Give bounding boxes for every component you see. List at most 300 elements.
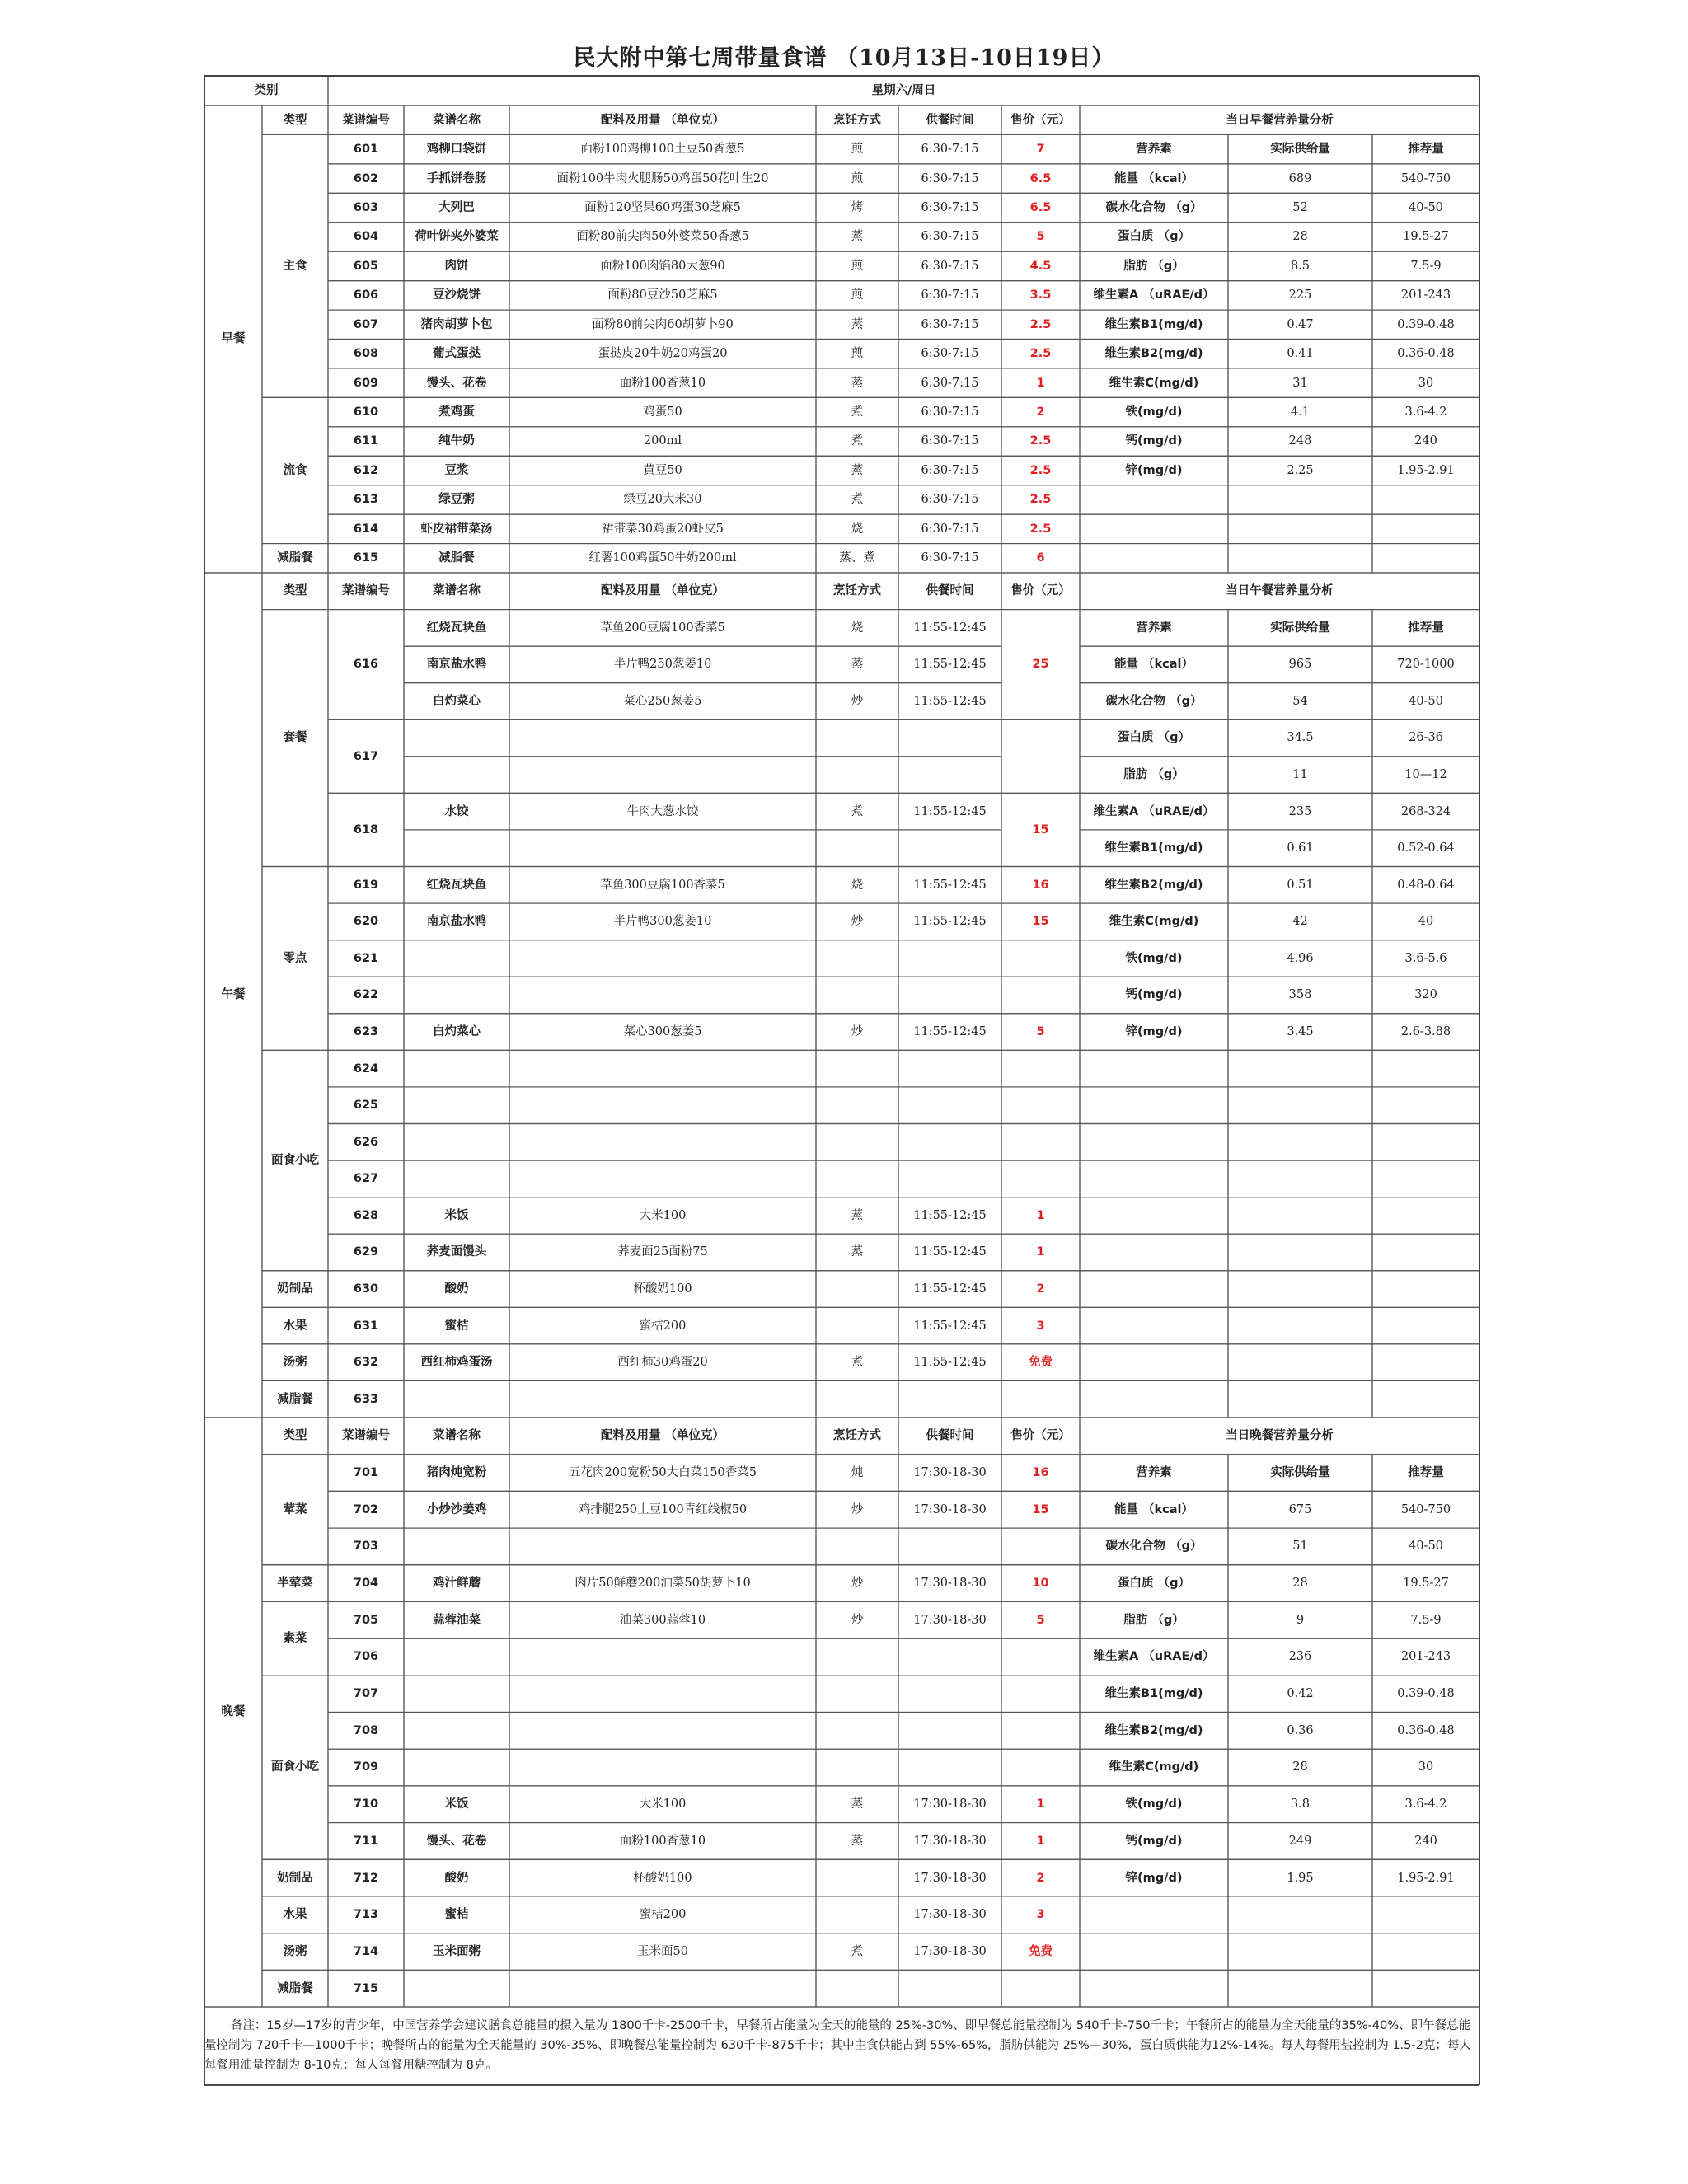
col-ingredients-header: 配料及用量 （单位克） bbox=[600, 584, 725, 598]
nutrient-name: 锌(mg/d) bbox=[1125, 1871, 1183, 1885]
dish-name: 减脂餐 bbox=[438, 551, 475, 565]
col-time-header: 供餐时间 bbox=[926, 1429, 974, 1443]
dish-ingredients: 面粉100肉馅80大葱90 bbox=[600, 259, 725, 273]
actual-header: 实际供给量 bbox=[1270, 621, 1330, 635]
serving-time: 6:30-7:15 bbox=[921, 171, 979, 185]
cooking-method: 煎 bbox=[851, 171, 864, 185]
serving-time: 17:30-18-30 bbox=[913, 1871, 987, 1885]
cooking-method bbox=[816, 1307, 898, 1344]
nutrient-actual: 236 bbox=[1288, 1650, 1312, 1664]
dish-ingredients: 面粉100香葱10 bbox=[619, 376, 706, 390]
dish-name: 鸡柳口袋饼 bbox=[426, 143, 487, 157]
cooking-method bbox=[816, 1713, 898, 1750]
serving-time: 11:55-12:45 bbox=[913, 658, 987, 672]
dish-name: 水饺 bbox=[444, 804, 469, 818]
dish-code: 714 bbox=[353, 1944, 379, 1958]
dish-name: 蒜蓉油菜 bbox=[433, 1613, 481, 1627]
dish-name: 猪肉胡萝卜包 bbox=[420, 317, 493, 331]
empty-cell bbox=[1372, 1160, 1479, 1197]
nutrient-actual: 8.5 bbox=[1290, 259, 1311, 273]
nutrient-name: 能量 （kcal） bbox=[1114, 1502, 1194, 1516]
dish-price: 5 bbox=[1036, 1025, 1045, 1038]
nutrient-name: 蛋白质 （g） bbox=[1118, 230, 1190, 244]
page-title: 民大附中第七周带量食谱 （10月13日-10日19日） bbox=[573, 45, 1115, 71]
nutrient-recommended: 0.39-0.48 bbox=[1397, 317, 1455, 331]
dish-ingredients: 蛋挞皮20牛奶20鸡蛋20 bbox=[598, 347, 728, 361]
cooking-method: 蒸 bbox=[851, 1834, 864, 1848]
dish-code: 620 bbox=[353, 915, 379, 929]
serving-time: 17:30-18-30 bbox=[913, 1797, 987, 1811]
nutrient-actual: 9 bbox=[1296, 1613, 1305, 1627]
dish-name: 白灼菜心 bbox=[433, 1025, 481, 1038]
cooking-method: 煮 bbox=[851, 804, 864, 818]
serving-time: 17:30-18-30 bbox=[913, 1944, 987, 1958]
nutrient-recommended: 201-243 bbox=[1400, 1650, 1451, 1664]
dish-ingredients bbox=[509, 1638, 816, 1675]
dish-name: 绿豆粥 bbox=[438, 493, 475, 507]
meal-label: 早餐 bbox=[221, 332, 246, 346]
nutrient-name: 维生素B1(mg/d) bbox=[1104, 841, 1203, 855]
dish-price: 7 bbox=[1036, 143, 1045, 157]
dish-name: 蜜桔 bbox=[444, 1319, 469, 1333]
dish-code: 603 bbox=[353, 200, 379, 214]
dish-ingredients: 面粉120坚果60鸡蛋30芝麻5 bbox=[584, 200, 741, 214]
serving-time bbox=[898, 940, 1001, 977]
dish-ingredients: 绿豆20大米30 bbox=[623, 493, 702, 507]
dish-price bbox=[1001, 1380, 1080, 1418]
dish-ingredients: 油菜300蒜蓉10 bbox=[619, 1613, 706, 1627]
dish-ingredients bbox=[509, 1675, 816, 1713]
dish-name: 白灼菜心 bbox=[433, 694, 481, 708]
dish-name: 红烧瓦块鱼 bbox=[426, 878, 487, 892]
nutrient-actual: 1.95 bbox=[1287, 1871, 1314, 1885]
serving-time bbox=[898, 1160, 1001, 1197]
dish-price: 2 bbox=[1036, 1282, 1045, 1296]
nutrient-header: 营养素 bbox=[1136, 143, 1172, 157]
cooking-method: 炒 bbox=[851, 694, 864, 708]
nutrient-actual: 31 bbox=[1292, 376, 1308, 390]
cooking-method bbox=[816, 1050, 898, 1087]
empty-cell bbox=[1372, 1896, 1479, 1933]
dish-ingredients bbox=[509, 1050, 816, 1087]
dish-ingredients: 五花肉200宽粉50大白菜150香菜5 bbox=[568, 1465, 757, 1479]
nutrient-actual: 2.25 bbox=[1287, 463, 1314, 477]
empty-cell bbox=[816, 757, 898, 794]
actual-header: 实际供给量 bbox=[1270, 1465, 1330, 1479]
empty-cell bbox=[1228, 1307, 1372, 1344]
group-type: 汤粥 bbox=[283, 1944, 307, 1958]
cooking-method bbox=[816, 1970, 898, 2007]
set-meal-price bbox=[1001, 719, 1080, 793]
col-code-header: 菜谱编号 bbox=[342, 1429, 390, 1443]
col-method-header: 烹饪方式 bbox=[833, 584, 881, 598]
dish-name bbox=[404, 1675, 509, 1713]
nutrient-name: 钙(mg/d) bbox=[1125, 1834, 1183, 1848]
serving-time: 6:30-7:15 bbox=[921, 551, 979, 565]
dish-name: 南京盐水鸭 bbox=[426, 915, 487, 929]
serving-time: 6:30-7:15 bbox=[921, 493, 979, 507]
serving-time: 11:55-12:45 bbox=[913, 1208, 987, 1222]
set-meal-code: 617 bbox=[353, 749, 379, 763]
nutrient-actual: 42 bbox=[1292, 915, 1308, 929]
nutrient-recommended: 0.48-0.64 bbox=[1397, 878, 1455, 892]
dish-price bbox=[1001, 1123, 1080, 1160]
empty-cell bbox=[404, 830, 509, 867]
dish-ingredients: 半片鸭300葱姜10 bbox=[613, 915, 712, 929]
dish-price: 6.5 bbox=[1029, 200, 1052, 214]
dish-price bbox=[1001, 940, 1080, 977]
nutrient-recommended: 26-36 bbox=[1409, 731, 1443, 745]
dish-ingredients: 杯酸奶100 bbox=[633, 1282, 692, 1296]
set-meal-price: 15 bbox=[1032, 823, 1049, 837]
dish-name: 手抓饼卷肠 bbox=[426, 171, 487, 185]
cooking-method: 蒸 bbox=[851, 1245, 864, 1259]
meal-label: 晚餐 bbox=[221, 1705, 246, 1719]
dish-ingredients bbox=[509, 1713, 816, 1750]
dish-name: 豆沙烧饼 bbox=[433, 288, 481, 302]
dish-price: 3 bbox=[1036, 1319, 1045, 1333]
empty-cell bbox=[1372, 1123, 1479, 1160]
serving-time: 6:30-7:15 bbox=[921, 230, 979, 244]
dish-price: 16 bbox=[1032, 1465, 1049, 1479]
col-price-header: 售价（元） bbox=[1010, 113, 1071, 127]
dish-price: 4.5 bbox=[1029, 259, 1052, 273]
empty-cell bbox=[1372, 1197, 1479, 1235]
nutrient-actual: 689 bbox=[1288, 171, 1312, 185]
nutrient-recommended: 3.6-4.2 bbox=[1404, 405, 1447, 419]
empty-cell bbox=[509, 830, 816, 867]
nutrient-actual: 248 bbox=[1288, 434, 1312, 448]
dish-code: 629 bbox=[353, 1245, 379, 1259]
col-ingredients-header: 配料及用量 （单位克） bbox=[600, 113, 725, 127]
dish-ingredients: 裙带菜30鸡蛋20虾皮5 bbox=[602, 522, 724, 536]
nutrient-name: 维生素C(mg/d) bbox=[1109, 915, 1199, 929]
dish-price: 3.5 bbox=[1029, 288, 1052, 302]
nutrient-actual: 3.8 bbox=[1290, 1797, 1311, 1811]
serving-time: 17:30-18-30 bbox=[913, 1834, 987, 1848]
serving-time: 11:55-12:45 bbox=[913, 1356, 987, 1370]
nutrient-name: 锌(mg/d) bbox=[1125, 463, 1183, 477]
nutrient-actual: 0.61 bbox=[1287, 841, 1314, 855]
cooking-method: 烧 bbox=[851, 522, 864, 536]
nutrient-recommended: 30 bbox=[1418, 376, 1434, 390]
serving-time bbox=[898, 1970, 1001, 2007]
dish-name: 蜜桔 bbox=[444, 1908, 469, 1922]
serving-time: 11:55-12:45 bbox=[913, 804, 987, 818]
dish-code: 615 bbox=[353, 551, 379, 565]
serving-time bbox=[898, 1123, 1001, 1160]
serving-time: 17:30-18-30 bbox=[913, 1465, 987, 1479]
empty-cell bbox=[1080, 1933, 1228, 1971]
dish-code: 708 bbox=[353, 1723, 379, 1737]
nutrient-recommended: 10—12 bbox=[1404, 768, 1447, 782]
empty-cell bbox=[1080, 1050, 1228, 1087]
dish-price bbox=[1001, 977, 1080, 1014]
dish-code: 621 bbox=[353, 951, 379, 965]
nutrient-recommended: 30 bbox=[1418, 1760, 1434, 1774]
cooking-method: 蒸 bbox=[851, 658, 864, 672]
dish-name bbox=[404, 1713, 509, 1750]
nutrient-recommended: 201-243 bbox=[1400, 288, 1451, 302]
cooking-method: 炒 bbox=[851, 1502, 864, 1516]
nutrient-name: 能量 （kcal） bbox=[1114, 171, 1194, 185]
nutrient-name: 能量 （kcal） bbox=[1114, 658, 1194, 672]
serving-time bbox=[898, 1713, 1001, 1750]
empty-cell bbox=[1080, 485, 1228, 514]
cooking-method bbox=[816, 1859, 898, 1896]
dish-code: 707 bbox=[353, 1687, 379, 1701]
dish-price bbox=[1001, 1087, 1080, 1124]
analysis-title: 当日早餐营养量分析 bbox=[1226, 113, 1334, 127]
cooking-method bbox=[816, 1160, 898, 1197]
dish-code: 605 bbox=[353, 259, 379, 273]
dish-code: 705 bbox=[353, 1613, 379, 1627]
dish-ingredients: 黄豆50 bbox=[643, 463, 682, 477]
dish-name bbox=[404, 1970, 509, 2007]
serving-time: 6:30-7:15 bbox=[921, 143, 979, 157]
nutrient-name: 维生素A （uRAE/d） bbox=[1093, 804, 1215, 818]
nutrient-name: 维生素B1(mg/d) bbox=[1104, 317, 1203, 331]
nutrient-recommended: 40-50 bbox=[1409, 1540, 1443, 1554]
cooking-method bbox=[816, 1271, 898, 1308]
cooking-method: 煎 bbox=[851, 143, 864, 157]
nutrient-name: 蛋白质 （g） bbox=[1118, 731, 1190, 745]
serving-time: 6:30-7:15 bbox=[921, 405, 979, 419]
nutrient-name: 铁(mg/d) bbox=[1125, 951, 1183, 965]
col-method-header: 烹饪方式 bbox=[833, 113, 881, 127]
dish-name bbox=[404, 1123, 509, 1160]
serving-time: 11:55-12:45 bbox=[913, 1245, 987, 1259]
empty-cell bbox=[816, 830, 898, 867]
dish-code: 712 bbox=[353, 1871, 379, 1885]
empty-cell bbox=[898, 830, 1001, 867]
analysis-title: 当日午餐营养量分析 bbox=[1226, 584, 1334, 598]
nutrient-name: 铁(mg/d) bbox=[1125, 1797, 1183, 1811]
nutrient-actual: 28 bbox=[1292, 230, 1308, 244]
serving-time: 6:30-7:15 bbox=[921, 434, 979, 448]
empty-cell bbox=[1080, 1896, 1228, 1933]
nutrient-name: 锌(mg/d) bbox=[1125, 1025, 1183, 1038]
nutrient-actual: 675 bbox=[1288, 1502, 1312, 1516]
dish-name bbox=[404, 1528, 509, 1565]
dish-name: 荞麦面馒头 bbox=[426, 1245, 487, 1259]
nutrient-name: 钙(mg/d) bbox=[1125, 988, 1183, 1002]
nutrient-actual: 358 bbox=[1288, 988, 1312, 1002]
group-type: 零点 bbox=[283, 951, 307, 965]
nutrient-recommended: 0.36-0.48 bbox=[1397, 347, 1455, 361]
serving-time: 11:55-12:45 bbox=[913, 1025, 987, 1038]
dish-code: 611 bbox=[353, 434, 379, 448]
dish-ingredients: 鸡排腿250土豆100青红线椒50 bbox=[578, 1502, 748, 1516]
footnote: 备注：15岁—17岁的青少年，中国营养学会建议膳食总能量的摄入量为 1800千卡-2500千卡，早餐所占能量为全天的能量的 25%-30%、即早餐总能量控制为 540千卡-750千卡；午餐所占的能量为全天能量的35%-40%、即午餐总能量控制为 720千卡—1000千卡；晚餐所占的能量为全天能量的 30%-35%、即晚餐总能量控制为 630千卡-875千卡；其中主食供能占到 55%-65%，脂肪供能为 25%—30%，蛋白质供能为12%-14%。每人每餐用盐控制为 1.5-2克；每人每餐用油量控制为 8-10克；每人每餐用糖控制为 8克。 bbox=[204, 2019, 1471, 2072]
empty-cell bbox=[1080, 1160, 1228, 1197]
dish-price: 2.5 bbox=[1029, 317, 1052, 331]
col-ingredients-header: 配料及用量 （单位克） bbox=[600, 1429, 725, 1443]
col-price-header: 售价（元） bbox=[1010, 1429, 1071, 1443]
cooking-method: 煮 bbox=[851, 493, 864, 507]
dish-ingredients: 玉米面50 bbox=[637, 1944, 688, 1958]
empty-cell bbox=[1080, 1197, 1228, 1235]
dish-ingredients bbox=[509, 1160, 816, 1197]
group-type: 水果 bbox=[283, 1908, 307, 1922]
dish-code: 612 bbox=[353, 463, 379, 477]
dish-name bbox=[404, 940, 509, 977]
nutrient-actual: 54 bbox=[1292, 694, 1308, 708]
dish-code: 627 bbox=[353, 1172, 379, 1186]
dish-price: 1 bbox=[1036, 1208, 1045, 1222]
nutrient-name: 维生素B1(mg/d) bbox=[1104, 1687, 1203, 1701]
dish-code: 703 bbox=[353, 1540, 379, 1554]
empty-cell bbox=[1228, 544, 1372, 573]
serving-time: 6:30-7:15 bbox=[921, 376, 979, 390]
group-type: 套餐 bbox=[283, 731, 307, 745]
dish-ingredients: 肉片50鲜蘑200油菜50胡萝卜10 bbox=[574, 1577, 751, 1591]
dish-name: 馒头、花卷 bbox=[426, 1834, 487, 1848]
nutrient-recommended: 540-750 bbox=[1400, 1502, 1451, 1516]
serving-time: 6:30-7:15 bbox=[921, 317, 979, 331]
nutrient-name: 维生素B2(mg/d) bbox=[1104, 1723, 1203, 1737]
nutrient-name: 维生素C(mg/d) bbox=[1109, 376, 1199, 390]
serving-time: 6:30-7:15 bbox=[921, 200, 979, 214]
dish-price: 1 bbox=[1036, 1245, 1045, 1259]
cooking-method: 煎 bbox=[851, 288, 864, 302]
empty-cell bbox=[1372, 514, 1479, 543]
dish-price: 2.5 bbox=[1029, 493, 1052, 507]
dish-name: 南京盐水鸭 bbox=[426, 658, 487, 672]
serving-time: 6:30-7:15 bbox=[921, 347, 979, 361]
col-name-header: 菜谱名称 bbox=[433, 584, 481, 598]
dish-ingredients: 红薯100鸡蛋50牛奶200ml bbox=[588, 551, 737, 565]
dish-code: 619 bbox=[353, 878, 379, 892]
nutrient-recommended: 7.5-9 bbox=[1410, 1613, 1442, 1627]
dish-ingredients: 蜜桔200 bbox=[639, 1319, 687, 1333]
empty-cell bbox=[1228, 1050, 1372, 1087]
cooking-method: 蒸 bbox=[851, 230, 864, 244]
dish-name: 西红柿鸡蛋汤 bbox=[420, 1356, 493, 1370]
nutrient-actual: 225 bbox=[1288, 288, 1312, 302]
dish-name: 大列巴 bbox=[438, 200, 475, 214]
nutrient-recommended: 0.39-0.48 bbox=[1397, 1687, 1455, 1701]
serving-time: 17:30-18-30 bbox=[913, 1908, 987, 1922]
nutrient-actual: 0.36 bbox=[1287, 1723, 1314, 1737]
empty-cell bbox=[1228, 1197, 1372, 1235]
dish-price: 16 bbox=[1032, 878, 1049, 892]
dish-code: 602 bbox=[353, 171, 379, 185]
nutrient-recommended: 3.6-5.6 bbox=[1404, 951, 1447, 965]
empty-cell bbox=[1080, 1123, 1228, 1160]
serving-time bbox=[898, 1638, 1001, 1675]
dish-code: 632 bbox=[353, 1356, 379, 1370]
empty-cell bbox=[1080, 1234, 1228, 1271]
nutrient-actual: 235 bbox=[1288, 804, 1312, 818]
dish-ingredients: 菜心300葱姜5 bbox=[623, 1025, 702, 1038]
dish-name: 玉米面粥 bbox=[433, 1944, 481, 1958]
empty-cell bbox=[1372, 1344, 1479, 1381]
empty-cell bbox=[1372, 1234, 1479, 1271]
empty-cell bbox=[898, 757, 1001, 794]
dish-ingredients bbox=[509, 1380, 816, 1418]
empty-cell bbox=[1080, 1344, 1228, 1381]
col-price-header: 售价（元） bbox=[1010, 584, 1071, 598]
cooking-method: 煮 bbox=[851, 1356, 864, 1370]
empty-cell bbox=[1372, 544, 1479, 573]
dish-price bbox=[1001, 1160, 1080, 1197]
cooking-method bbox=[816, 1528, 898, 1565]
nutrient-name: 维生素A （uRAE/d） bbox=[1093, 288, 1215, 302]
cooking-method: 煎 bbox=[851, 259, 864, 273]
dish-name: 葡式蛋挞 bbox=[433, 347, 481, 361]
group-type: 主食 bbox=[283, 259, 307, 273]
analysis-title: 当日晚餐营养量分析 bbox=[1226, 1429, 1334, 1443]
serving-time: 11:55-12:45 bbox=[913, 915, 987, 929]
empty-cell bbox=[1228, 485, 1372, 514]
dish-price: 2.5 bbox=[1029, 463, 1052, 477]
col-method-header: 烹饪方式 bbox=[833, 1429, 881, 1443]
dish-ingredients bbox=[509, 1970, 816, 2007]
dish-ingredients: 蜜桔200 bbox=[639, 1908, 687, 1922]
empty-cell bbox=[1372, 1307, 1479, 1344]
serving-time bbox=[898, 1087, 1001, 1124]
dish-code: 630 bbox=[353, 1282, 379, 1296]
meal-label: 午餐 bbox=[221, 988, 246, 1002]
serving-time: 11:55-12:45 bbox=[913, 1282, 987, 1296]
empty-cell bbox=[1228, 1380, 1372, 1418]
recommended-header: 推荐量 bbox=[1408, 1465, 1444, 1479]
nutrient-actual: 0.42 bbox=[1287, 1687, 1314, 1701]
serving-time bbox=[898, 1675, 1001, 1713]
dish-name: 猪肉炖宽粉 bbox=[426, 1465, 487, 1479]
dish-price bbox=[1001, 1713, 1080, 1750]
dish-price bbox=[1001, 1528, 1080, 1565]
dish-code: 607 bbox=[353, 317, 379, 331]
nutrient-actual: 0.51 bbox=[1287, 878, 1314, 892]
day-header: 星期六/周日 bbox=[871, 83, 936, 97]
nutrient-recommended: 19.5-27 bbox=[1403, 230, 1449, 244]
dish-name: 红烧瓦块鱼 bbox=[426, 621, 487, 635]
nutrient-recommended: 40 bbox=[1418, 915, 1434, 929]
nutrient-name: 脂肪 （g） bbox=[1123, 768, 1184, 782]
cooking-method: 蒸 bbox=[851, 1208, 864, 1222]
empty-cell bbox=[1372, 1087, 1479, 1124]
cooking-method bbox=[816, 1896, 898, 1933]
empty-cell bbox=[1080, 1380, 1228, 1418]
col-code-header: 菜谱编号 bbox=[342, 113, 390, 127]
dish-code: 610 bbox=[353, 405, 379, 419]
dish-price: 1 bbox=[1036, 1797, 1045, 1811]
nutrient-name: 维生素B2(mg/d) bbox=[1104, 347, 1203, 361]
dish-code: 601 bbox=[353, 143, 379, 157]
cooking-method bbox=[816, 1675, 898, 1713]
dish-code: 604 bbox=[353, 230, 379, 244]
cooking-method: 烧 bbox=[851, 621, 864, 635]
dish-code: 624 bbox=[353, 1062, 379, 1076]
cooking-method bbox=[816, 1749, 898, 1786]
group-type: 水果 bbox=[283, 1319, 307, 1333]
col-type-header: 类型 bbox=[283, 113, 307, 127]
dish-name bbox=[404, 1087, 509, 1124]
dish-code: 622 bbox=[353, 988, 379, 1002]
empty-cell bbox=[1080, 1970, 1228, 2007]
col-name-header: 菜谱名称 bbox=[433, 1429, 481, 1443]
cooking-method: 炒 bbox=[851, 1613, 864, 1627]
dish-price: 2.5 bbox=[1029, 434, 1052, 448]
nutrient-actual: 11 bbox=[1292, 768, 1308, 782]
empty-cell bbox=[1080, 514, 1228, 543]
nutrient-name: 脂肪 （g） bbox=[1123, 259, 1184, 273]
empty-cell bbox=[1228, 1234, 1372, 1271]
nutrient-recommended: 0.36-0.48 bbox=[1397, 1723, 1455, 1737]
serving-time: 6:30-7:15 bbox=[921, 522, 979, 536]
